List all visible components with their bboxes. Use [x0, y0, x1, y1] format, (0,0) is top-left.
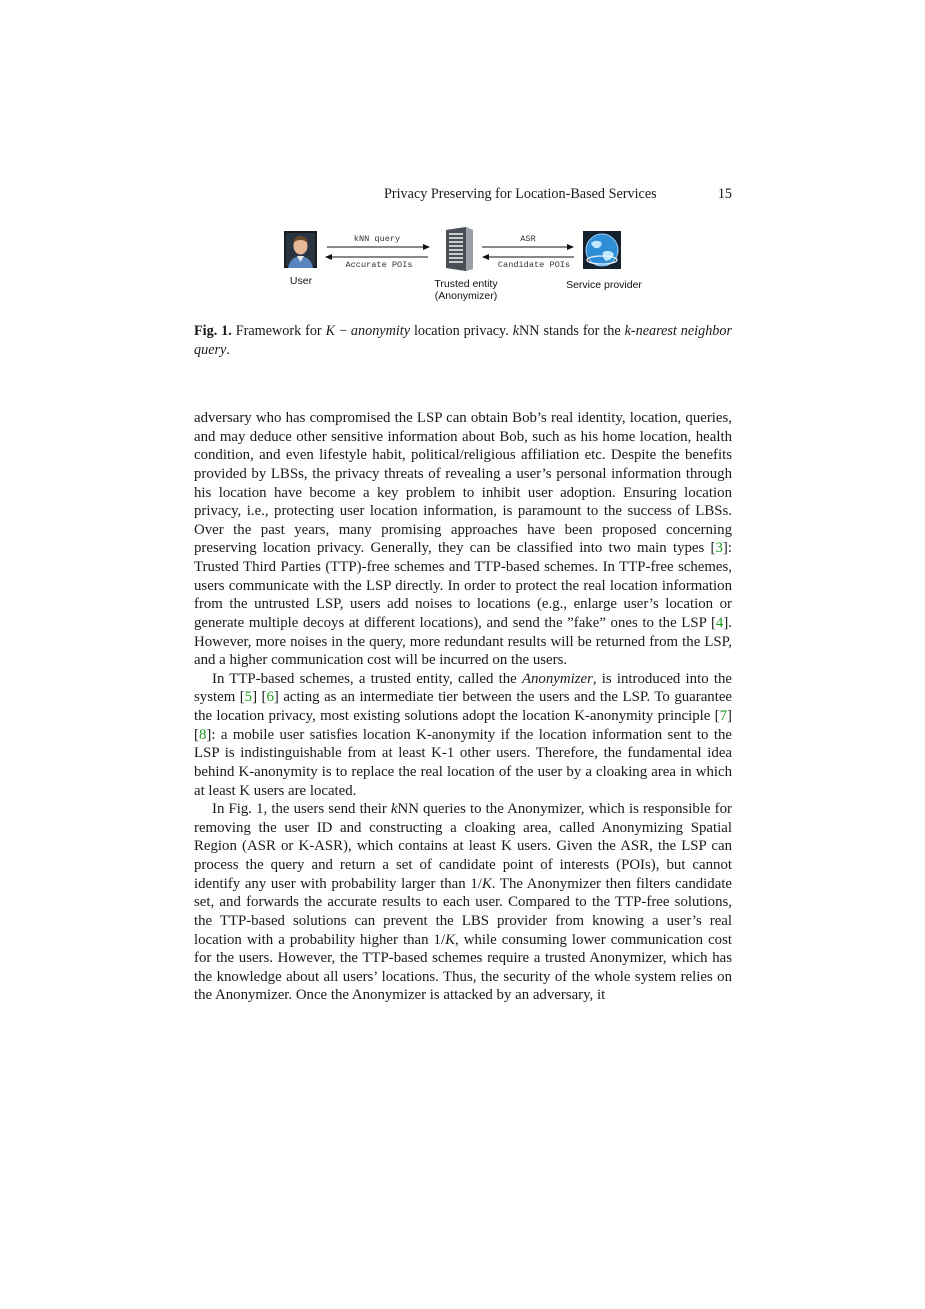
- arrow-right-icon: [482, 243, 574, 251]
- page-number: 15: [717, 186, 732, 202]
- citation-4[interactable]: 4: [715, 614, 724, 631]
- user-avatar-icon: [284, 231, 317, 268]
- knn-query-label: kNN query: [353, 234, 401, 244]
- anonymizer-label-line2: (Anonymizer): [434, 290, 498, 302]
- citation-6[interactable]: 6: [266, 689, 274, 706]
- figure-caption: Fig. 1. Framework for K − anonymity location privacy. kNN stands for the k-nearest neighbor query.: [194, 323, 732, 358]
- citation-7[interactable]: 7: [719, 708, 728, 724]
- paragraph-2: In TTP-based schemes, a trusted entity, called the Anonymizer, is introduced into the system [5] [6] acting as an intermediate tier between the users and the LSP. To guarantee the location privacy, most existing solutions adopt the location K-anonymity principle [7] [8]: a mobile user satisfies location K-anonymity if the location information sent to the LSP is indistinguishable from at least K-1 other users. Therefore, the fundamental idea behind K-anonymity is to replace the real location of the user by a cloaking area in which at least K users are located.: [194, 670, 732, 799]
- anonymizer-label-line1: Trusted entity: [434, 278, 498, 290]
- arrow-right-icon: [327, 243, 430, 251]
- asr-label: ASR: [520, 234, 536, 244]
- citation-8[interactable]: 8: [198, 726, 207, 743]
- paragraph-1: adversary who has compromised the LSP can obtain Bob’s real identity, location, queries, and may deduce other sensitive information about Bob, such as his home location, health condition, and even lifestyle habit, political/religious affiliation etc. Despite the benefits provided by LBSs, the privacy threats of revealing a user’s personal information through his location have become a key problem to inhibit user adoption. Ensuring location privacy, i.e., protecting user location information, is paramount to the success of LBSs. Over the past years, many promising approaches have been proposed concerning preserving location privacy. Generally, they can be classified into two main types [3]: Trusted Third Parties (TTP)-free schemes and TTP-based schemes. In TTP-free schemes, users communicate with the LSP directly. In order to protect the real location information from the untrusted LSP, users add noises to locations (e.g., enlarge user’s location or generate multiple decoys at different locations), and send the ”fake” ones to the LSP [4]. However, more noises in the query, more redundant results will be returned from the LSP, and a higher communication cost will be incurred on the users.: [194, 410, 732, 669]
- caption-label: Fig. 1.: [194, 323, 232, 339]
- accurate-pois-label: Accurate POIs: [345, 260, 413, 270]
- citation-5[interactable]: 5: [244, 689, 253, 706]
- server-icon: [444, 226, 475, 271]
- candidate-pois-label: Candidate POIs: [497, 260, 571, 270]
- running-title: Privacy Preserving for Location-Based Services: [384, 186, 657, 202]
- paragraph-3: In Fig. 1, the users send their kNN queries to the Anonymizer, which is responsible for removing the user ID and constructing a cloaking area, called Anonymizing Spatial Region (ASR or K-ASR), which contains at least K users. Given the ASR, the LSP can process the query and return a set of candidate point of interests (POIs), but cannot identify any user with probability larger than 1/K. The Anonymizer then filters candidate set, and forwards the accurate results to each user. Compared to the TTP-free solutions, the TTP-based solutions can prevent the LBS provider from knowing a user’s real location with a probability higher than 1/K, while consuming lower communication cost for the users. However, the TTP-based schemes require a trusted Anonymizer, which has the knowledge about all users’ locations. Thus, the security of the whole system relies on the Anonymizer. Once the Anonymizer is attacked by an adversary, it: [194, 801, 733, 1004]
- citation-3[interactable]: 3: [715, 540, 723, 557]
- user-label: User: [289, 275, 313, 287]
- body-text: [194, 409, 732, 1005]
- provider-label: Service provider: [566, 279, 642, 291]
- globe-icon: [583, 231, 621, 269]
